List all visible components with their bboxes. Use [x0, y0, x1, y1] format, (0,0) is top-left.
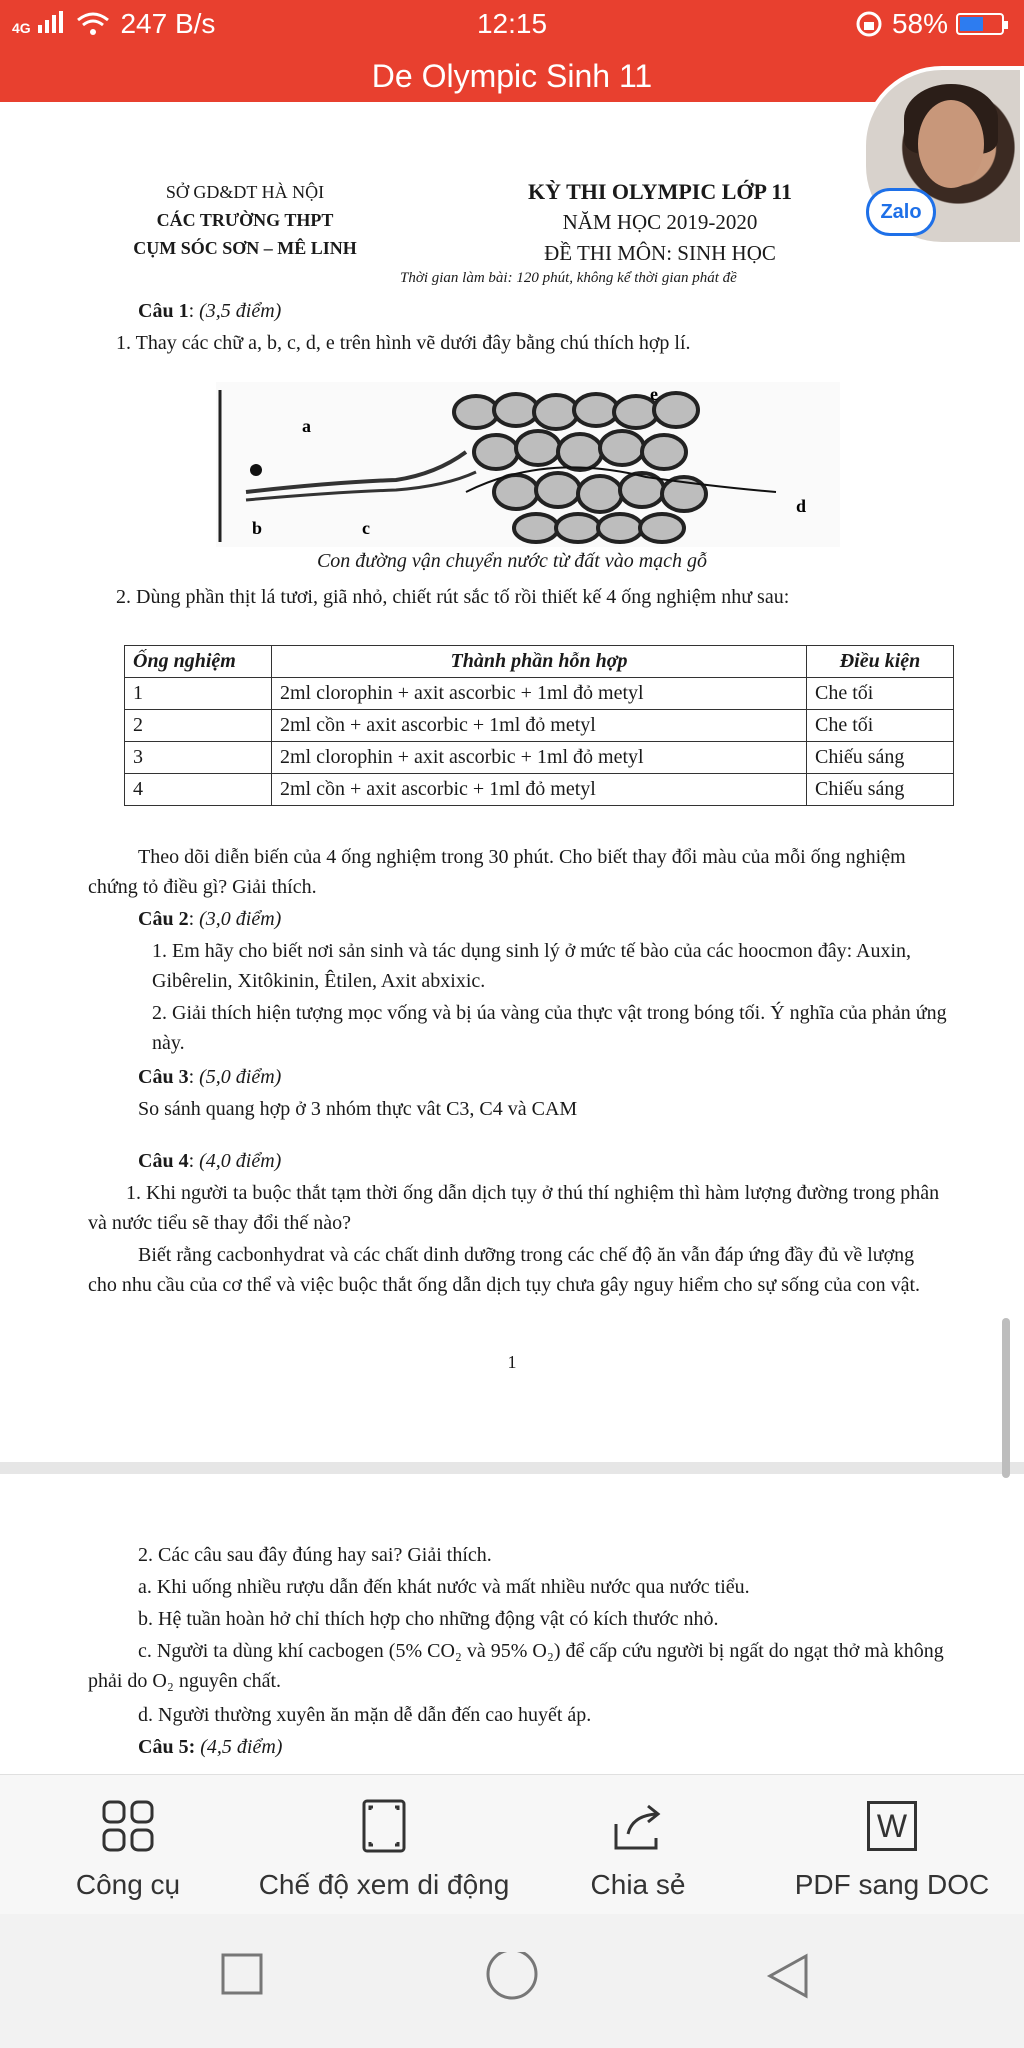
- header-left: [130, 178, 360, 262]
- zalo-badge[interactable]: Zalo: [866, 188, 936, 236]
- q3-heading: Câu 3: (5,0 điểm): [138, 1066, 282, 1088]
- q4-heading: Câu 4: (4,0 điểm): [138, 1150, 282, 1172]
- q5-points: (4,5 điểm): [200, 1736, 283, 1758]
- back-icon[interactable]: [764, 1952, 812, 2000]
- figure-label-a: a: [302, 416, 311, 436]
- q3-text: So sánh quang hợp ở 3 nhóm thực vât C3, C4 và CAM: [138, 1098, 578, 1120]
- clock: 12:15: [476, 8, 548, 39]
- q2-item2: 2. Giải thích hiện tượng mọc vống và bị úa vàng của thực vật trong bóng tối. Ý nghĩa của phản ứng này.: [152, 1002, 947, 1054]
- share-label: Chia sẻ: [590, 1869, 686, 1900]
- page-number: 1: [507, 1352, 517, 1372]
- q4-item1: 1. Khi người ta buộc thắt tạm thời ống dẫn dịch tụy ở thú thí nghiệm thì hàm lượng đường trong phân và nước tiểu sẽ thay đổi thế nào?: [88, 1182, 940, 1234]
- table-cell: 1: [125, 678, 272, 710]
- q4-c: c. Người ta dùng khí cacbogen (5% CO₂ và 95% O₂) để cấp cứu người bị ngất do ngạt thở mà không phải do O₂ nguyên chất.: [88, 1640, 944, 1692]
- header-left-line: SỞ GD&DT HÀ NỘI: [165, 182, 325, 202]
- table-cell: 3: [125, 742, 272, 774]
- table-cell: 2ml cồn + axit ascorbic + 1ml đỏ metyl: [272, 710, 807, 742]
- figure-caption: Con đường vận chuyển nước từ đất vào mạch gỗ: [316, 550, 708, 572]
- q4-d: d. Người thường xuyên ăn mặn dễ dẫn đến cao huyết áp.: [138, 1704, 592, 1726]
- signal-icon: 4G: [12, 8, 66, 40]
- document-title: De Olympic Sinh 11: [371, 58, 653, 94]
- mobile-view-icon: [361, 1798, 407, 1854]
- q2-item1: 1. Em hãy cho biết nơi sản sinh và tác dụng sinh lý ở mức tế bào của các hoocmon đây: Auxin, Gibêrelin, Xitôkinin, Êtilen, Axit abxixic.: [152, 940, 912, 992]
- exam-subject: ĐỀ THI MÔN: SINH HỌC: [544, 241, 776, 265]
- table-header-row: [125, 646, 954, 678]
- tools-button[interactable]: [40, 1795, 216, 1901]
- bottom-toolbar: [0, 1774, 1024, 1915]
- q1-title: Câu 1: [138, 300, 189, 322]
- time-allowed: Thời gian làm bài: 120 phút, không kể thời gian phát đề: [400, 270, 737, 286]
- exam-title: KỲ THI OLYMPIC LỚP 11: [527, 179, 793, 204]
- pdf-to-doc-label: PDF sang DOC: [794, 1869, 990, 1900]
- lock-rotation-icon: [854, 9, 884, 39]
- q4-item1b: Biết rằng cacbonhydrat và các chất dinh dưỡng trong các chế độ ăn vẫn đáp ứng đầy đủ về lượng cho nhu cầu của cơ thể và việc buộc thắt ống dẫn dịch tụy chưa gây nguy hiểm cho sự sống của con vật.: [88, 1244, 921, 1296]
- tools-grid-icon: [100, 1798, 156, 1854]
- header-right: [440, 176, 880, 269]
- figure-label-d: d: [796, 496, 807, 516]
- share-button[interactable]: [568, 1795, 708, 1901]
- q2-title: Câu 2: [138, 908, 189, 930]
- word-icon: W: [867, 1801, 917, 1851]
- table-row: [125, 678, 954, 710]
- figure-label-b: b: [252, 518, 263, 538]
- tools-label: Công cụ: [75, 1869, 181, 1900]
- pdf-to-doc-button[interactable]: [786, 1795, 998, 1901]
- q2-points: (3,0 điểm): [199, 908, 282, 930]
- mobile-view-label: Chế độ xem di động: [258, 1869, 510, 1900]
- q4-title: Câu 4: [138, 1150, 189, 1172]
- table-cell: 2ml cồn + axit ascorbic + 1ml đỏ metyl: [272, 774, 807, 806]
- system-nav-bar: [0, 1914, 1024, 2048]
- table-cell: Che tối: [807, 678, 954, 710]
- col-header: Thành phần hỗn hợp: [272, 646, 807, 678]
- recent-apps-icon[interactable]: [220, 1952, 264, 1996]
- root-water-figure: [216, 382, 840, 547]
- home-icon[interactable]: [484, 1952, 540, 2008]
- q4-points: (4,0 điểm): [199, 1150, 282, 1172]
- q4-item2: 2. Các câu sau đây đúng hay sai? Giải thích.: [138, 1544, 492, 1566]
- table-cell: 2: [125, 710, 272, 742]
- table-cell: Chiếu sáng: [807, 742, 954, 774]
- status-bar: [0, 0, 1024, 50]
- q5-heading: [138, 1732, 282, 1762]
- table-cell: Chiếu sáng: [807, 774, 954, 806]
- table-cell: 2ml clorophin + axit ascorbic + 1ml đỏ metyl: [272, 678, 807, 710]
- scrollbar-thumb[interactable]: [1002, 1318, 1010, 1478]
- table-cell: 2ml clorophin + axit ascorbic + 1ml đỏ metyl: [272, 742, 807, 774]
- figure-label-e: e: [650, 384, 658, 404]
- app-title-bar: [0, 50, 1024, 102]
- school-year: NĂM HỌC 2019-2020: [562, 210, 758, 234]
- table-cell: 4: [125, 774, 272, 806]
- col-header: Ống nghiệm: [125, 646, 272, 678]
- page-break: [0, 1462, 1024, 1474]
- battery-icon: [956, 13, 1004, 35]
- q3-title: Câu 3: [138, 1066, 189, 1088]
- header-left-line: CÁC TRƯỜNG THPT: [156, 210, 334, 230]
- q1-points: (3,5 điểm): [199, 300, 282, 322]
- q4-b: b. Hệ tuần hoàn hở chỉ thích hợp cho những động vật có kích thước nhỏ.: [138, 1608, 719, 1630]
- table-row: [125, 710, 954, 742]
- table-row: [125, 742, 954, 774]
- figure-label-c: c: [362, 518, 370, 538]
- q1-heading: Câu 1: (3,5 điểm): [138, 300, 282, 322]
- q3-points: (5,0 điểm): [199, 1066, 282, 1088]
- q4-a: a. Khi uống nhiều rượu dẫn đến khát nước và mất nhiều nước qua nước tiểu.: [138, 1576, 750, 1598]
- table-row: [125, 774, 954, 806]
- q1-followup: Theo dõi diễn biến của 4 ống nghiệm trong 30 phút. Cho biết thay đổi màu của mỗi ống nghiệm chứng tỏ điều gì? Giải thích.: [88, 846, 906, 898]
- q1-item1: 1. Thay các chữ a, b, c, d, e trên hình vẽ dưới đây bằng chú thích hợp lí.: [116, 332, 691, 354]
- q2-heading: Câu 2: (3,0 điểm): [138, 908, 282, 930]
- table-cell: Che tối: [807, 710, 954, 742]
- experiment-table: [124, 645, 954, 806]
- battery-percent: 58%: [891, 8, 948, 39]
- share-icon: [608, 1798, 668, 1854]
- network-speed: 247 B/s: [120, 8, 216, 39]
- col-header: Điều kiện: [807, 646, 954, 678]
- q1-item2: 2. Dùng phần thịt lá tươi, giã nhỏ, chiết rút sắc tố rồi thiết kế 4 ống nghiệm như sau:: [116, 586, 790, 608]
- q5-title: Câu 5:: [138, 1736, 196, 1758]
- header-left-line: CỤM SÓC SƠN – MÊ LINH: [133, 238, 357, 258]
- mobile-view-button[interactable]: [246, 1795, 522, 1901]
